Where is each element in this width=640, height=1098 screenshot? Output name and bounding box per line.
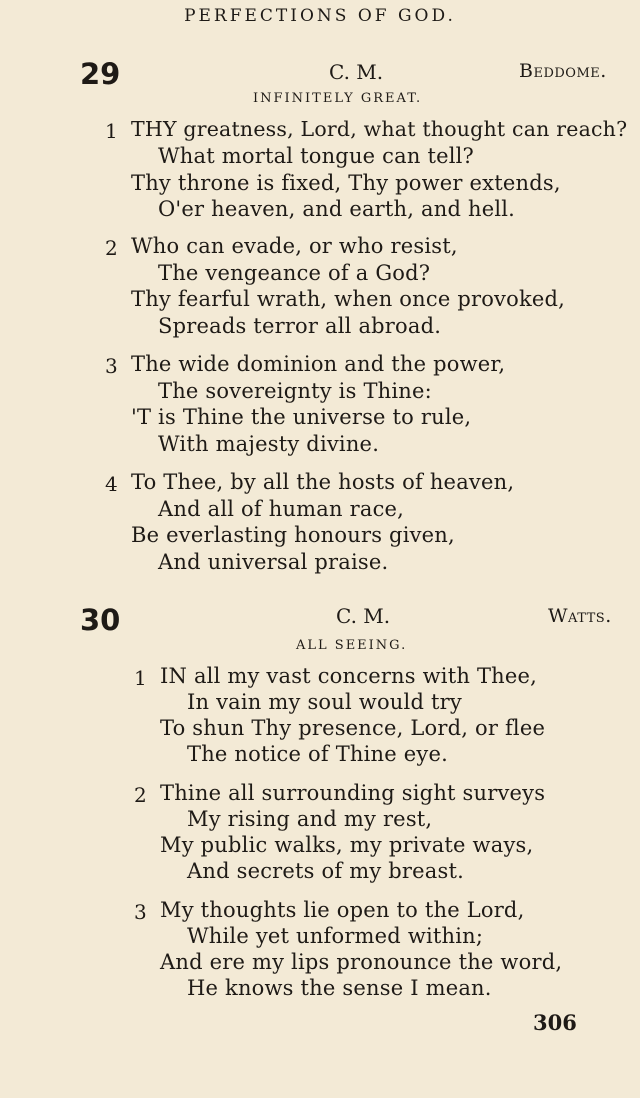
page-number: 306 bbox=[533, 1010, 577, 1035]
verse-line: Be everlasting honours given, bbox=[131, 523, 455, 547]
verse-line: And universal praise. bbox=[158, 550, 389, 574]
verse-line: What mortal tongue can tell? bbox=[158, 144, 475, 168]
hymn-subtitle: INFINITELY GREAT. bbox=[253, 91, 423, 106]
verse-line: To shun Thy presence, Lord, or flee bbox=[160, 716, 546, 740]
verse-line: And all of human race, bbox=[158, 497, 405, 521]
verse-line: Thy fearful wrath, when once provoked, bbox=[131, 287, 566, 311]
verse-line: My rising and my rest, bbox=[187, 807, 433, 831]
verse-line: The sovereignty is Thine: bbox=[158, 379, 432, 403]
verse-line: In vain my soul would try bbox=[187, 690, 462, 714]
verse-number: 1 bbox=[134, 666, 147, 690]
verse-line: With majesty divine. bbox=[158, 432, 380, 456]
verse-line: The vengeance of a God? bbox=[158, 261, 431, 285]
hymn-number: 30 bbox=[80, 603, 121, 637]
verse-number: 2 bbox=[134, 783, 147, 807]
verse-number: 3 bbox=[105, 354, 118, 378]
verse-line: O'er heaven, and earth, and hell. bbox=[158, 197, 516, 221]
verse-line: And ere my lips pronounce the word, bbox=[160, 950, 563, 974]
verse-line: IN all my vast concerns with Thee, bbox=[160, 664, 538, 688]
verse-number: 4 bbox=[105, 472, 118, 496]
verse-line: He knows the sense I mean. bbox=[187, 976, 492, 1000]
hymn-author: Beddome. bbox=[519, 60, 607, 82]
running-head: PERFECTIONS OF GOD. bbox=[184, 6, 456, 26]
verse-line: 'T is Thine the universe to rule, bbox=[131, 405, 472, 429]
verse-line: My public walks, my private ways, bbox=[160, 833, 534, 857]
verse-line: And secrets of my breast. bbox=[187, 859, 464, 883]
verse-line: My thoughts lie open to the Lord, bbox=[160, 898, 525, 922]
verse-line: The notice of Thine eye. bbox=[187, 742, 448, 766]
verse-line: Thy throne is fixed, Thy power extends, bbox=[131, 171, 561, 195]
hymn-subtitle: ALL SEEING. bbox=[296, 638, 408, 653]
verse-line: THY greatness, Lord, what thought can reach? bbox=[131, 117, 628, 141]
verse-line: Spreads terror all abroad. bbox=[158, 314, 442, 338]
verse-line: The wide dominion and the power, bbox=[131, 352, 506, 376]
verse-line: Thine all surrounding sight surveys bbox=[160, 781, 546, 805]
hymn-meter: C. M. bbox=[336, 604, 391, 628]
hymn-meter: C. M. bbox=[329, 60, 384, 84]
verse-number: 1 bbox=[105, 119, 118, 143]
verse-line: To Thee, by all the hosts of heaven, bbox=[131, 470, 515, 494]
hymn-author: Watts. bbox=[548, 605, 612, 627]
verse-number: 3 bbox=[134, 900, 147, 924]
verse-line: Who can evade, or who resist, bbox=[131, 234, 458, 258]
verse-number: 2 bbox=[105, 236, 118, 260]
verse-line: While yet unformed within; bbox=[187, 924, 484, 948]
hymn-number: 29 bbox=[80, 57, 121, 91]
